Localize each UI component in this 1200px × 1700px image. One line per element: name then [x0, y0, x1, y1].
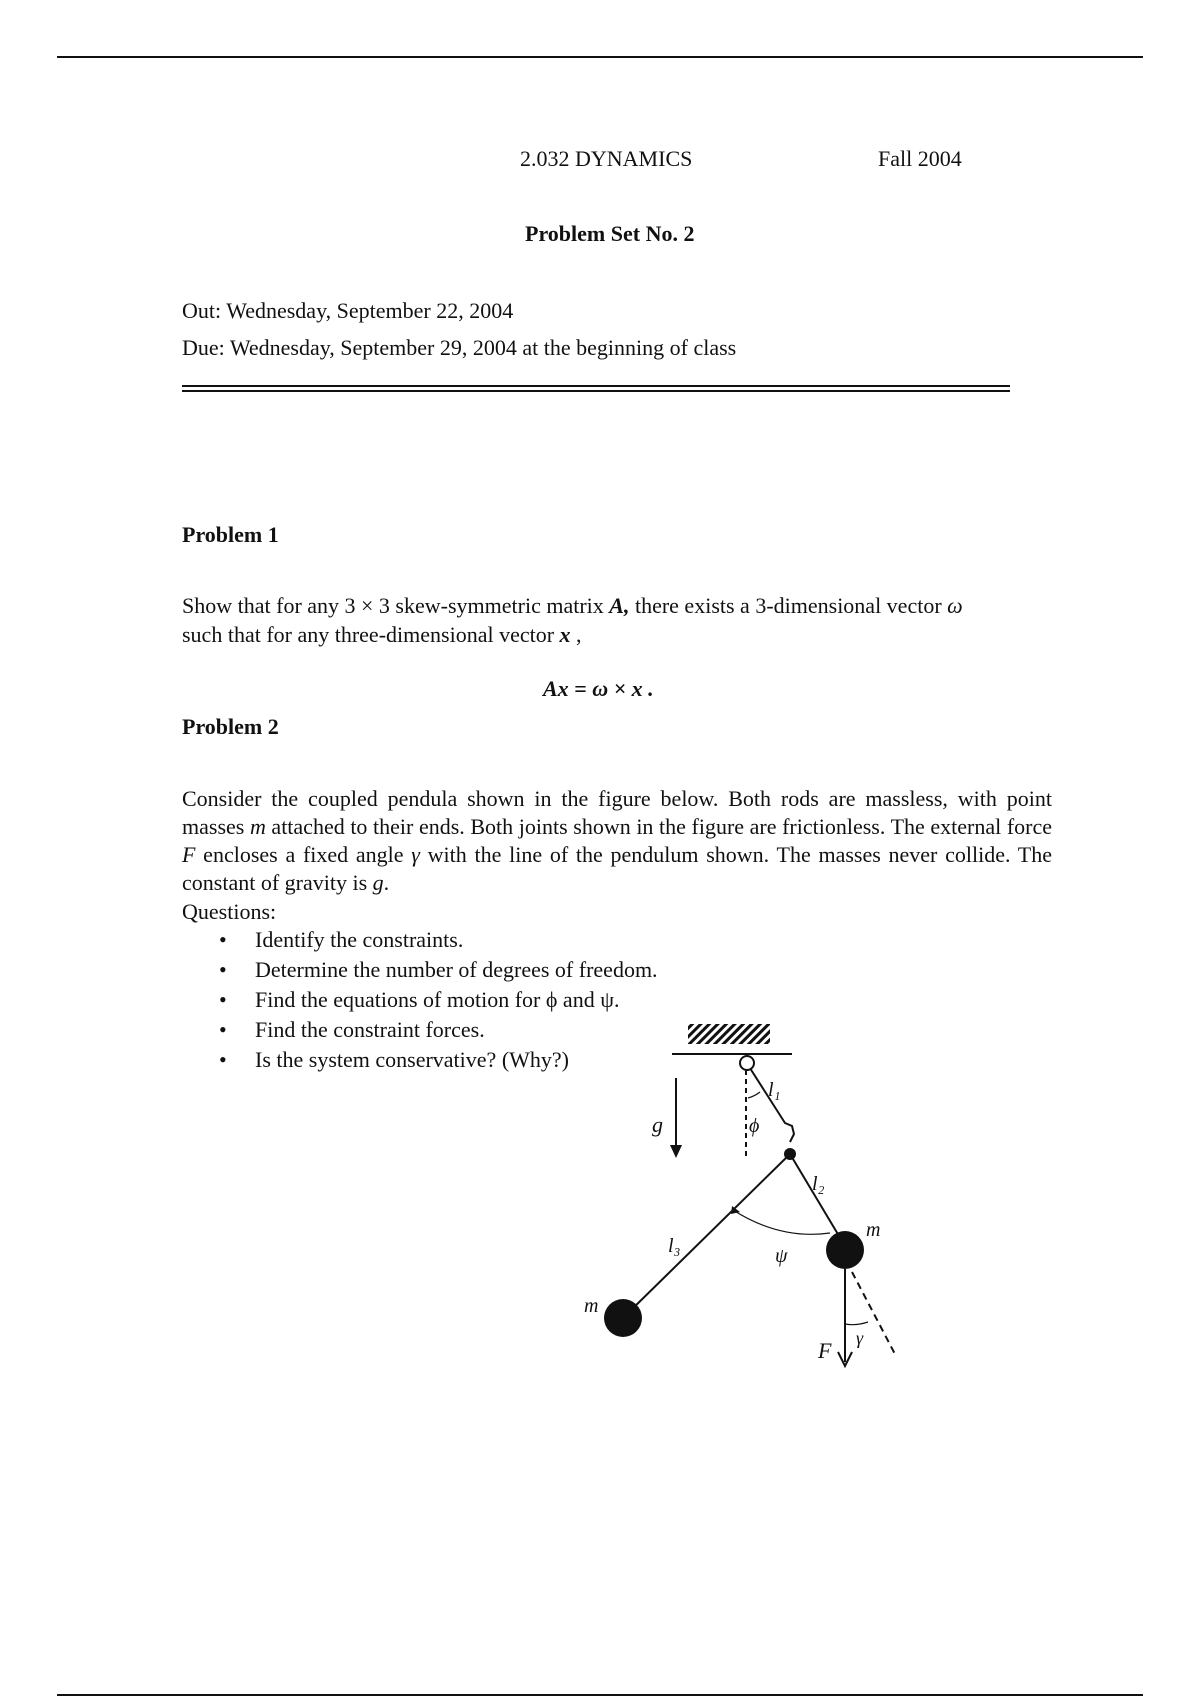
label-g: g	[652, 1112, 663, 1137]
due-date: Due: Wednesday, September 29, 2004 at the beginning of class	[182, 335, 737, 360]
course-title: 2.032 DYNAMICS	[520, 146, 693, 171]
pivot-joint	[740, 1056, 754, 1070]
mass-left	[604, 1299, 642, 1337]
problem2-heading: Problem 2	[182, 714, 279, 739]
header-double-rule	[182, 385, 1010, 392]
list-item: • Determine the number of degrees of freedom.	[215, 955, 658, 985]
rod-l3	[624, 1154, 790, 1317]
label-F: F	[818, 1338, 832, 1363]
questions-label: Questions:	[182, 899, 277, 924]
ceiling-hatch	[688, 1024, 770, 1044]
gamma-arc	[845, 1322, 868, 1325]
phi-arc	[748, 1092, 760, 1098]
out-date: Out: Wednesday, September 22, 2004	[182, 298, 514, 323]
problem2-statement: Consider the coupled pendula shown in the figure below. Both rods are massless, with point masses m attached to their ends. Both joints shown in the figure are frictionless. The external force F encloses a fixed angle γ with the line of the pendulum shown. The masses never collide. The constant of gravity is g.	[182, 786, 1053, 895]
problem-set-title: Problem Set No. 2	[525, 221, 695, 246]
label-gamma: γ	[856, 1328, 864, 1348]
label-phi: ϕ	[749, 1115, 760, 1137]
term-label: Fall 2004	[878, 146, 962, 171]
label-l2: l₂	[812, 1173, 825, 1195]
label-l3: l₃	[668, 1235, 681, 1257]
label-m-left: m	[584, 1295, 599, 1317]
bottom-rule	[57, 1694, 1143, 1696]
problem1-heading: Problem 1	[182, 522, 279, 547]
problem1-statement: Show that for any 3 × 3 skew-symmetric matrix A, there exists a 3-dimensional vector ω such that for any three-dimensional vector x ,	[182, 593, 963, 647]
psi-arc	[733, 1210, 830, 1234]
problem1-equation: Ax = ω × x .	[543, 676, 654, 701]
list-item: • Find the constraint forces.	[215, 1015, 658, 1045]
label-l1: l₁	[768, 1079, 781, 1101]
top-rule	[57, 56, 1143, 58]
pendulum-figure	[560, 1010, 920, 1380]
label-m-right: m	[866, 1219, 881, 1241]
mass-right	[826, 1231, 864, 1269]
list-item: • Is the system conservative? (Why?)	[215, 1045, 658, 1075]
rod-l2	[790, 1154, 845, 1246]
list-item: • Find the equations of motion for ϕ and ψ.	[215, 985, 658, 1015]
list-item: • Identify the constraints.	[215, 925, 658, 955]
label-psi: ψ	[775, 1245, 788, 1267]
gravity-arrowhead	[670, 1145, 682, 1158]
